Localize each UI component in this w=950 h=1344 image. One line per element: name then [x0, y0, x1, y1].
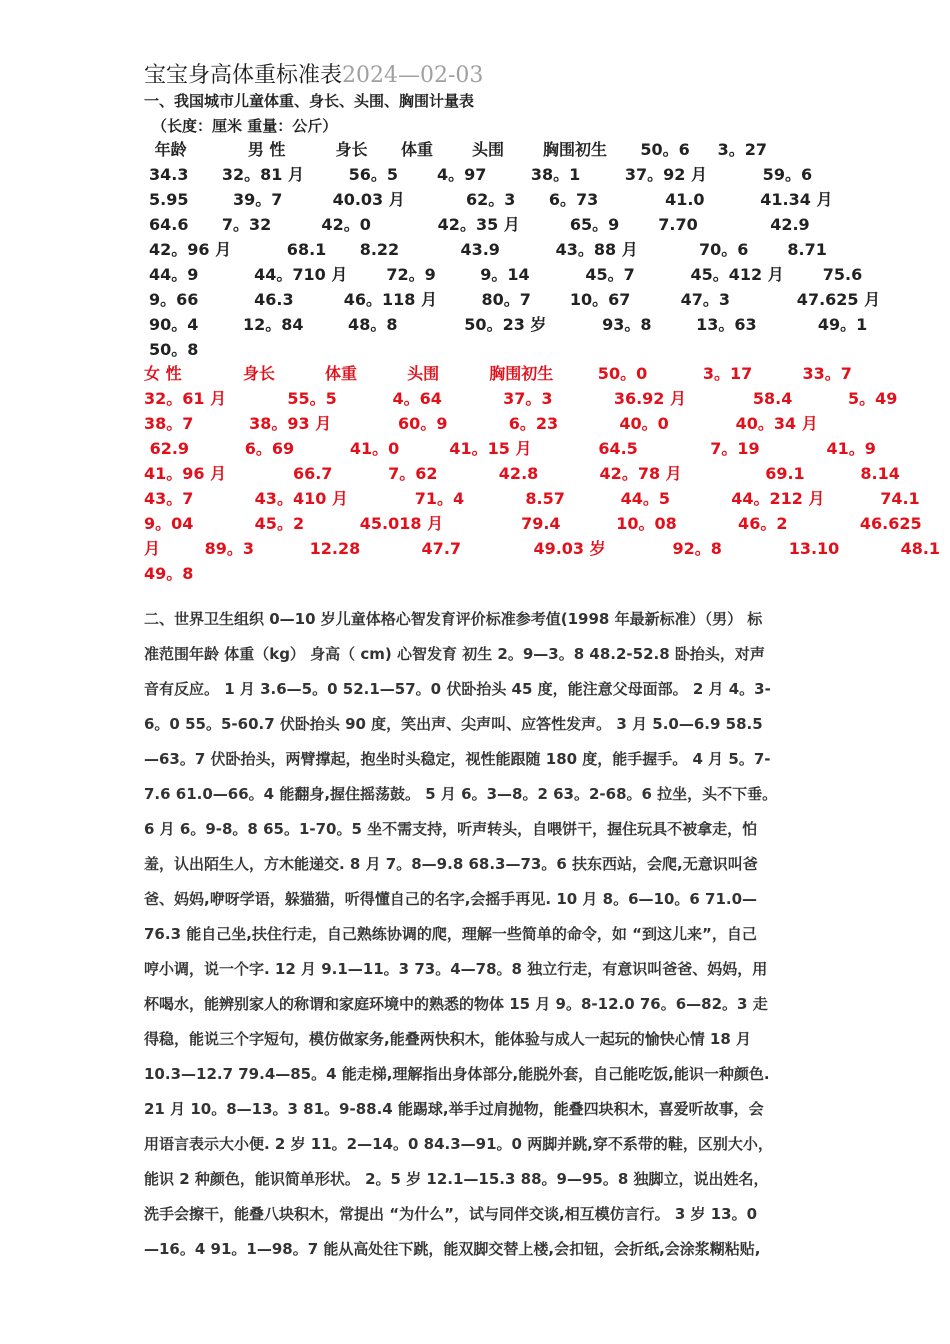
section2-line: 音有反应。 1 月 3.6—5。0 52.1—57。0 伏卧抬头 45 度，能注意父母面部。 2 月 4。3-	[144, 680, 771, 698]
male-row: 90。4 12。84 48。8 50。23 岁 93。8 13。63 49。1	[149, 315, 868, 334]
female-row: 38。7 38。93 月 60。9 6。23 40。0 40。34 月	[144, 414, 818, 433]
female-row: 49。8	[144, 564, 194, 583]
section2-line: 6。0 55。5-60.7 伏卧抬头 90 度，笑出声、尖声叫、应答性发声。 3 月 5.0—6.9 58.5	[144, 715, 763, 733]
male-row: 34.3 32。81 月 56。5 4。97 38。1 37。92 月 59。6	[149, 165, 813, 184]
section2-line: 准范围年龄 体重（kg） 身高（ cm) 心智发育 初生 2。9—3。8 48.2-52.8 卧抬头，对声	[144, 645, 765, 663]
female-row: 41。96 月 66.7 7。62 42.8 42。78 月 69.1 8.14	[144, 464, 900, 483]
male-row: 50。8	[149, 340, 199, 359]
section2-line: —16。4 91。1—98。7 能从高处往下跳，能双脚交替上楼,会扣钮，会折纸,会涂浆糊粘贴,	[144, 1240, 761, 1258]
male-row: 42。96 月 68.1 8.22 43.9 43。88 月 70。6 8.71	[149, 240, 827, 259]
male-row: 44。9 44。710 月 72。9 9。14 45。7 45。412 月 75.6	[149, 265, 863, 284]
section2-line: 得稳，能说三个字短句，模仿做家务,能叠两快积木，能体验与成人一起玩的愉快心情 18 月	[144, 1030, 752, 1048]
section2-line: 7.6 61.0—66。4 能翻身,握住摇荡鼓。 5 月 6。3—8。2 63。2-68。6 拉坐，头不下垂。	[144, 785, 778, 803]
document-title	[144, 58, 483, 89]
male-row: 64.6 7。32 42。0 42。35 月 65。9 7.70 42.9	[149, 215, 810, 234]
section2-line: 二、世界卫生组织 0—10 岁儿童体格心智发育评价标准参考值(1998 年最新标准）（男） 标	[144, 610, 763, 628]
male-row: 9。66 46.3 46。118 月 80。7 10。67 47。3 47.625 月	[149, 290, 881, 309]
section2-line: 洗手会擦干，能叠八块积木，常提出 “为什么”，试与同伴交谈,相互模仿言行。 3 岁 13。0	[144, 1205, 758, 1223]
section1-units: （长度：厘米 重量：公斤）	[152, 117, 338, 135]
title-date: 2024—02-03	[342, 63, 484, 88]
section2-line: 杯喝水，能辨别家人的称谓和家庭环境中的熟悉的物体 15 月 9。8-12.0 76。6—82。3 走	[144, 995, 768, 1013]
female-row: 32。61 月 55。5 4。64 37。3 36.92 月 58.4 5。49	[144, 389, 898, 408]
section2-line: 21 月 10。8—13。3 81。9-88.4 能踢球,举手过肩抛物，能叠四块积木，喜爱听故事，会	[144, 1100, 764, 1118]
section2-line: 10.3—12.7 79.4—85。4 能走梯,理解指出身体部分,能脱外套，自己能吃饭,能识一种颜色.	[144, 1065, 770, 1083]
section1-heading: 一、我国城市儿童体重、身长、头围、胸围计量表	[144, 92, 475, 110]
female-row: 62.9 6。69 41。0 41。15 月 64.5 7。19 41。9	[144, 439, 876, 458]
female-row: 女 性 身长 体重 头围 胸围初生 50。0 3。17 33。7	[144, 364, 852, 383]
section2-line: 6 月 6。9-8。8 65。1-70。5 坐不需支持，听声转头，自喂饼干，握住玩具不被拿走，怕	[144, 820, 758, 838]
section2-line: 羞，认出陌生人，方木能递交. 8 月 7。8—9.8 68.3—73。6 扶东西站，会爬,无意识叫爸	[144, 855, 758, 873]
section2-line: 爸、妈妈,咿呀学语，躲猫猫，听得懂自己的名字,会摇手再见. 10 月 8。6—10。6 71.0—	[144, 890, 758, 908]
title-main: 宝宝身高体重标准表	[144, 63, 343, 88]
male-row: 5.95 39。7 40.03 月 62。3 6。73 41.0 41.34 月	[149, 190, 833, 209]
female-row: 月 89。3 12.28 47.7 49.03 岁 92。8 13.10 48.1	[144, 539, 941, 558]
section2-line: 用语言表示大小便. 2 岁 11。2—14。0 84.3—91。0 两脚并跳,穿不系带的鞋，区别大小，	[144, 1135, 773, 1153]
male-row: 年龄 男 性 身长 体重 头围 胸围初生 50。6 3。27	[149, 140, 768, 159]
section2-line: 能识 2 种颜色，能识简单形状。 2。5 岁 12.1—15.3 88。9—95。8 独脚立，说出姓名，	[144, 1170, 769, 1188]
section2-line: —63。7 伏卧抬头，两臂撑起，抱坐时头稳定，视性能跟随 180 度，能手握手。 4 月 5。7-	[144, 750, 771, 768]
female-row: 43。7 43。410 月 71。4 8.57 44。5 44。212 月 74.1	[144, 489, 920, 508]
section2-line: 76.3 能自己坐,扶住行走，自己熟练协调的爬，理解一些简单的命令，如 “到这儿来”，自己	[144, 925, 757, 943]
female-row: 9。04 45。2 45.018 月 79.4 10。08 46。2 46.625	[144, 514, 922, 533]
section2-line: 哼小调，说一个字. 12 月 9.1—11。3 73。4—78。8 独立行走，有意识叫爸爸、妈妈，用	[144, 960, 768, 978]
